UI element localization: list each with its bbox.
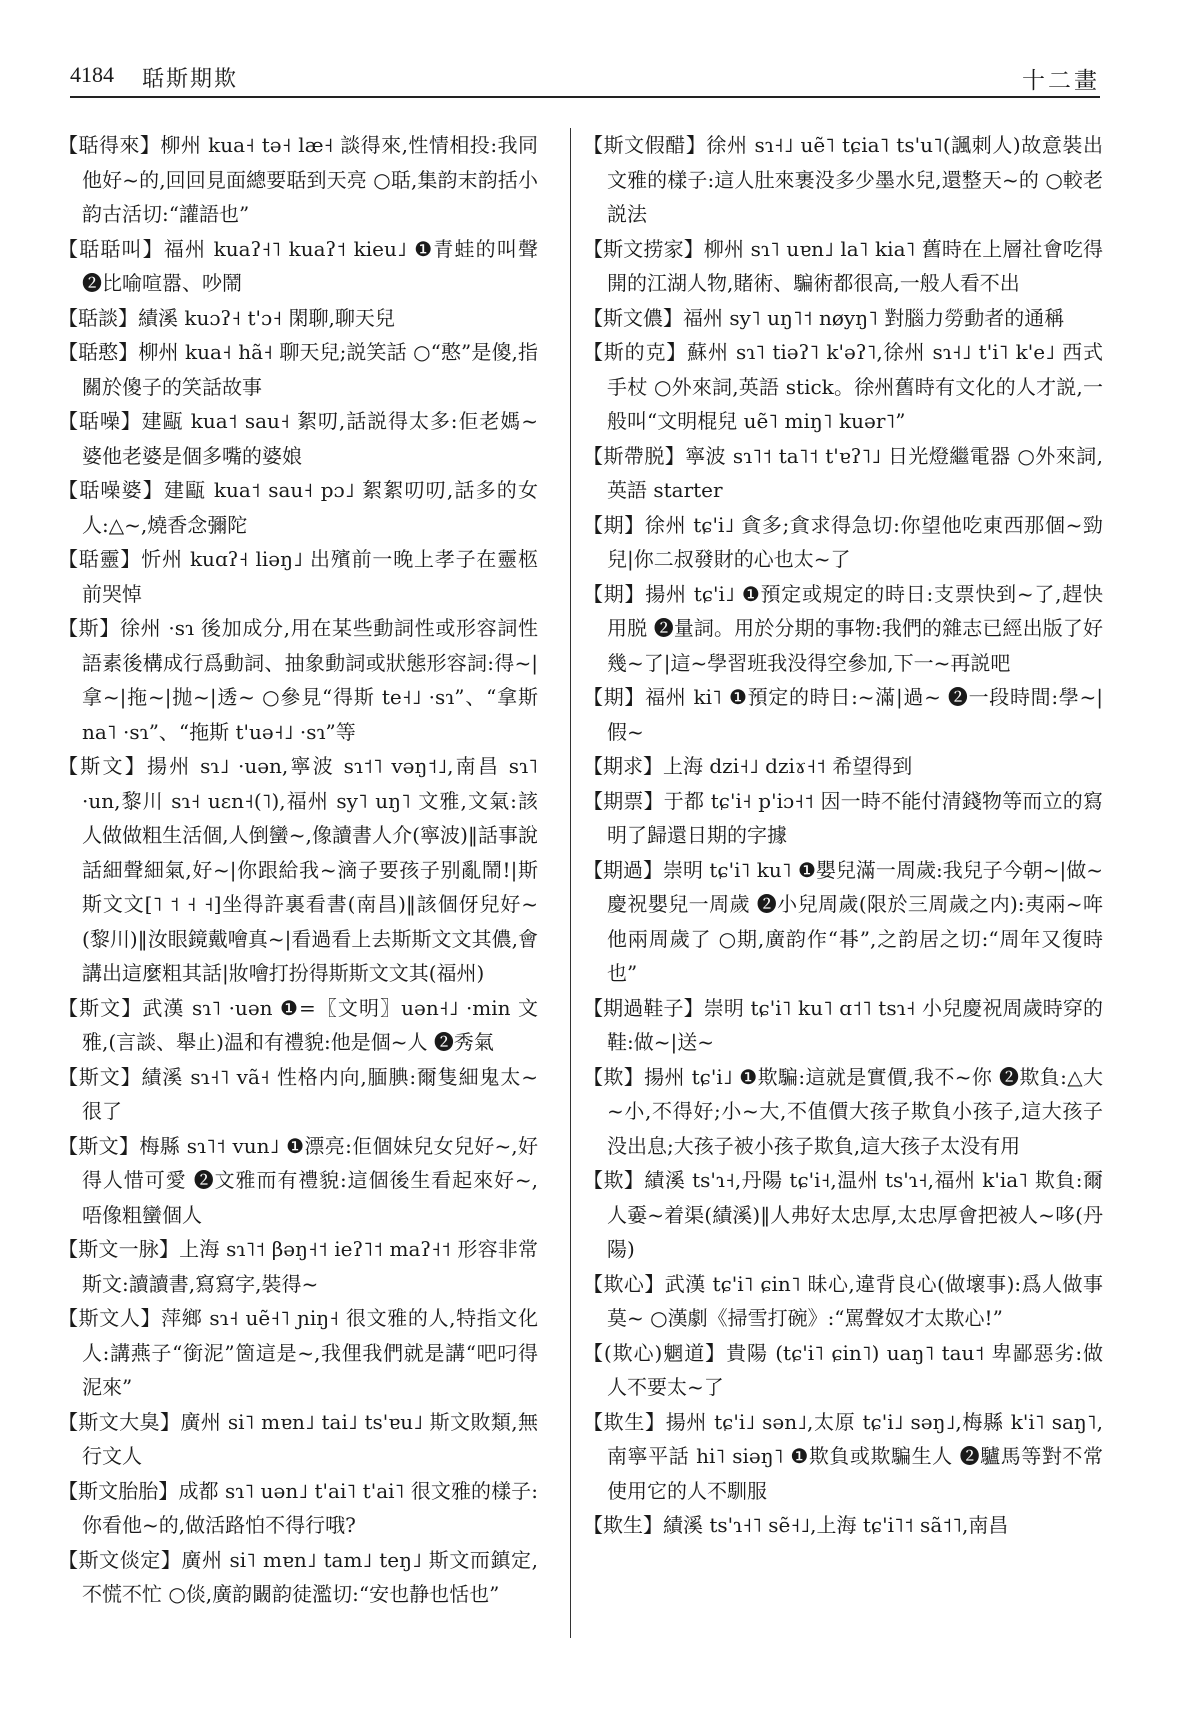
dictionary-entry: 【欺】績溪 ts'ɿ˧,丹陽 tɕ'i˧,温州 ts'ɿ˧,福州 k'ia˥ 欺負:爾人嫑~着渠(績溪)‖人弗好太忠厚,太忠厚會把被人~哆(丹陽): [583, 1168, 1103, 1261]
dictionary-entry: 【斯文儂】福州 sy˥ uŋ˥˦ nøyŋ˥ 對腦力勞動者的通稱: [583, 305, 1065, 330]
dictionary-entry: 【欺】揚州 tɕ'i˩ ❶欺騙:這就是實價,我不~你 ❷欺負:△大~小,不得好;小~大,不值價大孩子欺負小孩子,這大孩子没出息;大孩子被小孩子欺負,這大孩子太没有用: [583, 1064, 1103, 1158]
dictionary-entry: 【期過】崇明 tɕ'i˥ ku˥ ❶嬰兒滿一周歲:我兒子今朝~|做~慶祝嬰兒一周歲 ❷小兒周歲(限於三周歲之内):夷兩~哖他兩周歲了 ○期,廣韵作“朞”,之韵居之切:“周年又復時也”: [583, 857, 1103, 985]
dictionary-entry: 【期票】于都 tɕ'i˧ p'iɔ˧˦ 因一時不能付清錢物等而立的寫明了歸還日期的字據: [583, 788, 1103, 847]
dictionary-entry: 【斯文胎胎】成都 sɿ˥ uən˩ t'ai˥ t'ai˥ 很文雅的樣子:你看他~的,做活路怕不得行哦?: [58, 1478, 538, 1537]
left-column: [58, 128, 538, 1718]
dictionary-entry: 【欺生】揚州 tɕ'i˩ sən˩,太原 tɕ'i˩ səŋ˩,梅縣 k'i˥ saŋ˥,南寧平話 hi˥ siəŋ˥ ❶欺負或欺騙生人 ❷驢馬等對不常使用它的人不馴服: [583, 1409, 1103, 1503]
header-rule: [70, 96, 1100, 98]
dictionary-entry: 【斯文】武漢 sɿ˥ ·uən ❶=〖文明〗uən˧˩ ·min 文雅,(言談、舉止)温和有禮貌:他是個~人 ❷秀氣: [58, 995, 538, 1054]
page-header: [70, 62, 1100, 102]
dictionary-entry: 【聒聒叫】福州 kuaʔ˧˥ kuaʔ˦ kieu˩ ❶青蛙的叫聲 ❷比喻喧嚣、吵鬧: [58, 236, 538, 295]
dictionary-entry: 【欺生】績溪 ts'ɿ˧˥ sẽ˧˩,上海 tɕ'i˥˦ sã˦˥,南昌: [583, 1513, 1009, 1537]
dictionary-entry: 【聒談】績溪 kuɔʔ˧ t'ɔ˧ 閑聊,聊天兒: [58, 305, 395, 330]
dictionary-entry: 【聒噪】建甌 kua˦ sau˧ 絮叨,話説得太多:佢老媽~婆他老婆是個多嘴的婆娘: [58, 409, 538, 468]
dictionary-entry: 【期】福州 ki˥ ❶預定的時日:~滿|過~ ❷一段時間:學~|假~: [583, 685, 1103, 744]
dictionary-entry: 【斯文】梅縣 sɿ˥˦ vun˩ ❶漂亮:佢個妹兒女兒好~,好得人惜可愛 ❷文雅而有禮貌:這個後生看起來好~,唔像粗蠻個人: [58, 1133, 538, 1227]
dictionary-entry: 【期】徐州 tɕ'i˩ 貪多;貪求得急切:你望他吃東西那個~勁兒|你二叔發財的心也太~了: [583, 512, 1103, 571]
dictionary-entry: 【斯的克】蘇州 sɿ˥ tiəʔ˥ k'əʔ˥,徐州 sɿ˧˩ t'i˥ k'e˩ 西式手杖 ○外來詞,英語 stick。徐州舊時有文化的人才説,一般叫“文明棍兒 uẽ˥ miŋ˥ kuər˥”: [583, 340, 1103, 433]
column-divider: [570, 128, 571, 1638]
dictionary-entry: 【欺心】武漢 tɕ'i˥ ɕin˥ 昧心,違背良心(做壞事):爲人做事莫~ ○漢劇《掃雪打碗》:“罵聲奴才太欺心!”: [583, 1271, 1103, 1330]
right-column: [583, 128, 1103, 1718]
dictionary-entry: 【期求】上海 dzi˧˩ dziɤ˧˦ 希望得到: [583, 754, 913, 778]
dictionary-entry: 【聒噪婆】建甌 kua˦ sau˧ pɔ˩ 絮絮叨叨,話多的女人:△~,燒香念彌陀: [58, 478, 538, 537]
dictionary-entry: 【斯文一脉】上海 sɿ˥˦ βəŋ˧˦ ieʔ˥˦ maʔ˧˦ 形容非常斯文:讀讀書,寫寫字,裝得~: [58, 1237, 538, 1296]
dictionary-entry: 【斯帶脱】寧波 sɿ˥˦ ta˥˦ t'ɐʔ˥˩ 日光燈繼電器 ○外來詞,英語 starter: [583, 443, 1103, 502]
dictionary-entry: 【斯文捞家】柳州 sɿ˥ uɐn˩ la˥ kia˥ 舊時在上層社會吃得開的江湖人物,賭術、騙術都很高,一般人看不出: [583, 236, 1103, 295]
dictionary-entry: 【期過鞋子】崇明 tɕ'i˥ ku˥ ɑ˦˥ tsɿ˧ 小兒慶祝周歲時穿的鞋:做~|送~: [583, 995, 1103, 1054]
dictionary-entry: 【斯文假醋】徐州 sɿ˧˩ uẽ˥ tɕia˥ ts'u˥(諷刺人)故意裝出文雅的樣子:這人肚來裹没多少墨水兒,還整天~的 ○較老説法: [583, 133, 1103, 226]
dictionary-entry: 【(欺心)魍道】貴陽 (tɕ'i˥ ɕin˥) uaŋ˥ tau˦ 卑鄙惡劣:做人不要太~了: [583, 1340, 1103, 1399]
guide-words: 聒斯期欺: [142, 67, 239, 92]
dictionary-entry: 【斯文倓定】廣州 si˥ mɐn˩ tam˩ teŋ˩ 斯文而鎮定,不慌不忙 ○倓,廣韵闞韵徒濫切:“安也静也恬也”: [58, 1547, 538, 1606]
dictionary-entry: 【斯文大臭】廣州 si˥ mɐn˩ tai˩ ts'ɐu˩ 斯文敗類,無行文人: [58, 1409, 538, 1468]
page-number: 4184: [70, 62, 114, 87]
dictionary-entry: 【斯文】績溪 sɿ˧˥ vã˧ 性格内向,腼腆:爾隻細鬼太~很了: [58, 1064, 538, 1123]
dictionary-entry: 【聒得來】柳州 kua˧ tə˧ læ˧ 談得來,性情相投:我同他好~的,回回見面總要聒到天亮 ○聒,集韵末韵括小韵古活切:“讙語也”: [58, 133, 538, 226]
section-label: 十二畫: [1022, 68, 1100, 94]
dictionary-entry: 【斯文】揚州 sɿ˩ ·uən,寧波 sɿ˦˥ vəŋ˦˩,南昌 sɿ˥ ·un,黎川 sɿ˧ uɛn˧(˥),福州 sy˥ uŋ˥ 文雅,文氣:該人做做粗生活個,人倒蠻~,像讀書人介(寧波)‖話事說話細聲細氣,好~|你跟給我~滴子要孩子别亂鬧!|斯斯文文[˥ ˦ ˧ ˧]坐得許裏看書(南昌)‖該個伢兒好~(黎川)‖汝眼鏡戴噲真~|看過看上去斯斯文文其儂,會講出這麼粗其話|妝噲打扮得斯斯文文其(福州): [58, 754, 538, 985]
dictionary-entry: 【斯】徐州 ·sɿ 後加成分,用在某些動詞性或形容詞性語素後構成行爲動詞、抽象動詞或狀態形容詞:得~|拿~|拖~|抛~|透~ ○參見“得斯 te˧˩ ·sɿ”、“拿斯 na˥ ·sɿ”、“拖斯 t'uə˧˩ ·sɿ”等: [58, 616, 538, 744]
dictionary-entry: 【聒憨】柳州 kua˧ hã˧ 聊天兒;説笑話 ○“憨”是傻,指關於傻子的笑話故事: [58, 340, 538, 399]
dictionary-entry: 【斯文人】萍鄉 sɿ˧ uẽ˧˥ ɲiŋ˧ 很文雅的人,特指文化人:講燕子“銜泥”箇這是~,我俚我們就是講“吧叼得泥來”: [58, 1306, 538, 1399]
dictionary-entry: 【聒靈】忻州 kuɑʔ˧ liəŋ˩ 出殯前一晚上孝子在靈柩前哭悼: [58, 547, 538, 606]
dictionary-entry: 【期】揚州 tɕ'i˩ ❶預定或規定的時日:支票快到~了,趕快用脱 ❷量詞。用於分期的事物:我們的雜志已經出版了好幾~了|這~學習班我没得空參加,下一~再説吧: [583, 581, 1103, 675]
